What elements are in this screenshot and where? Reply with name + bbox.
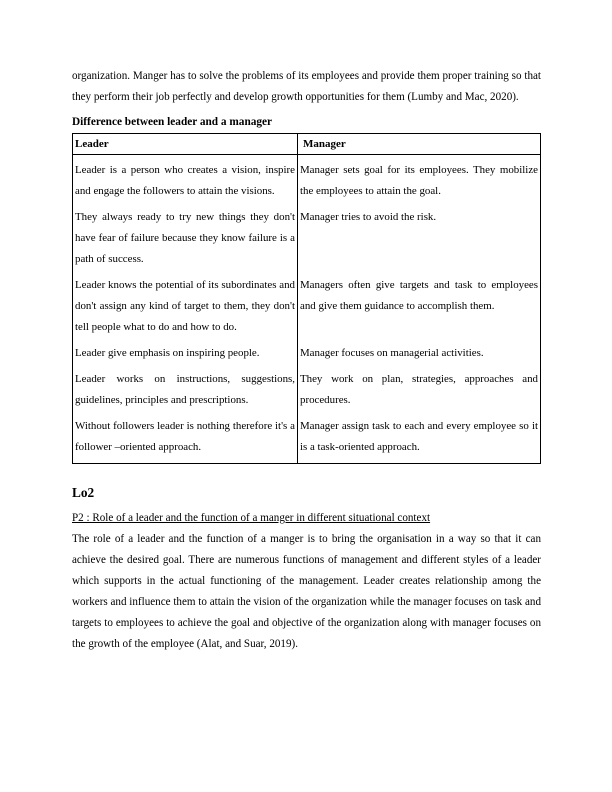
column-header-manager: Manager: [298, 134, 541, 155]
section-title: Lo2: [72, 485, 95, 500]
leader-cell: Without followers leader is nothing therefore it's a follower –oriented approach.: [73, 416, 298, 458]
intro-paragraph: organization. Manger has to solve the problems of its employees and provide them proper training so that they perform their job perfectly and develop growth opportunities for them (Lumby and Mac, 2020).: [72, 70, 541, 103]
manager-cell: Manager assign task to each and every employee so it is a task-oriented approach.: [298, 416, 541, 458]
manager-cell: Manager tries to avoid the risk.: [298, 207, 541, 270]
table-row: [73, 343, 541, 364]
manager-cell: Manager focuses on managerial activities.: [298, 343, 541, 364]
table-row: [73, 207, 541, 270]
document-page: [72, 66, 541, 655]
subsection-title: P2 : Role of a leader and the function of a manger in different situational context: [72, 512, 431, 524]
table-row: [73, 416, 541, 458]
manager-cell: They work on plan, strategies, approaches and procedures.: [298, 369, 541, 411]
leader-cell: Leader knows the potential of its subordinates and don't assign any kind of target to them, they don't tell people what to do and how to do.: [73, 275, 298, 338]
leader-cell: Leader works on instructions, suggestions, guidelines, principles and prescriptions.: [73, 369, 298, 411]
table-row: [73, 160, 541, 202]
leader-cell: Leader give emphasis on inspiring people.: [73, 343, 298, 364]
table-row: [73, 369, 541, 411]
comparison-table: [72, 133, 541, 464]
leader-cell: Leader is a person who creates a vision, inspire and engage the followers to attain the visions.: [73, 160, 298, 202]
table-heading: Difference between leader and a manager: [72, 116, 273, 128]
leader-cell: They always ready to try new things they don't have fear of failure because they know failure is a path of success.: [73, 207, 298, 270]
section-paragraph: The role of a leader and the function of a manger is to bring the organisation in a way so that it can achieve the desired goal. There are numerous functions of management and different styles of a leader which supports in the actual functioning of the management. Leader creates relationship among the workers and influence them to attain the vision of the organization while the manager focuses on task and targets to employees to achieve the goal and objective of the organization along with manager focuses on the growth of the employee (Alat, and Suar, 2019).: [72, 533, 541, 650]
table-header-row: [73, 134, 541, 155]
manager-cell: Manager sets goal for its employees. They mobilize the employees to attain the goal.: [298, 160, 541, 202]
table-row: [73, 275, 541, 338]
column-header-leader: Leader: [73, 134, 298, 155]
manager-cell: Managers often give targets and task to employees and give them guidance to accomplish them.: [298, 275, 541, 338]
